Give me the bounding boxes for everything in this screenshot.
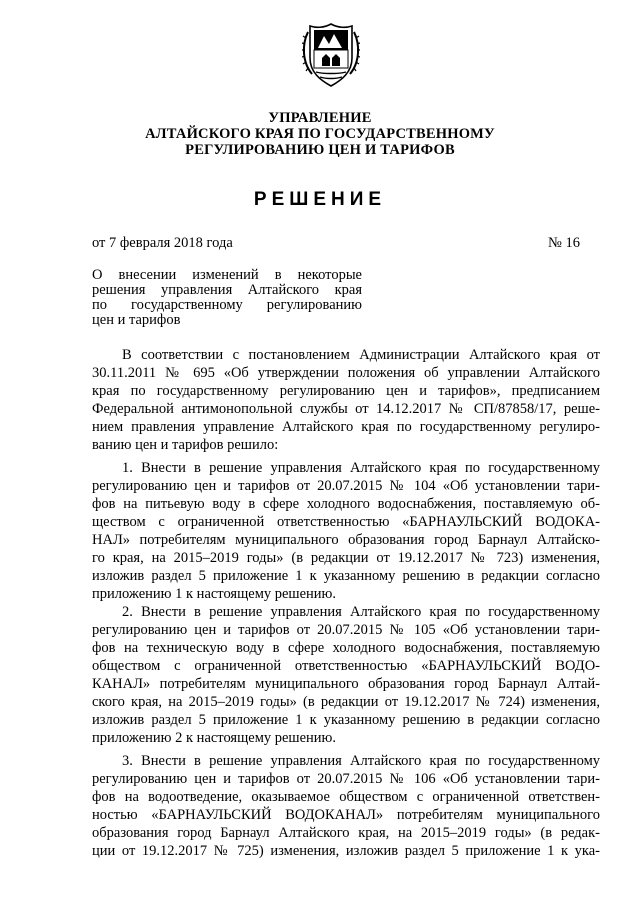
- subject-line: решения управления Алтайского края: [92, 282, 362, 298]
- item-1-line: го края, на 2015–2019 годы» (в редакции от 19.12.2017 № 723) изменения,: [92, 550, 600, 566]
- intro-line: нием правления управление Алтайского края по государственному регулиро-: [92, 419, 600, 435]
- item-2-line: КАНАЛ» потребителям муниципального образования город Барнаул Алтай-: [92, 676, 600, 692]
- item-3-line: фов на водоотведение, оказываемое обществом с ограниченной ответствен-: [92, 789, 600, 805]
- item-1-line: фов на питьевую воду в сфере холодного водоснабжения, поставляемую об-: [92, 496, 600, 512]
- decision-date: от 7 февраля 2018 года: [92, 235, 233, 251]
- item-1-line: изложив раздел 5 приложение 1 к указанному решению в редакции согласно: [92, 568, 600, 584]
- item-1-line: регулированию цен и тарифов от 20.07.2015 № 104 «Об установлении тари-: [92, 478, 600, 494]
- item-2-line: обществом с ограниченной ответственностью «БАРНАУЛЬСКИЙ ВОДО-: [92, 658, 600, 674]
- org-line-3: РЕГУЛИРОВАНИЮ ЦЕН И ТАРИФОВ: [185, 142, 455, 158]
- item-2-line: 2. Внести в решение управления Алтайского края по государственному: [122, 604, 600, 620]
- org-line-2: АЛТАЙСКОГО КРАЯ ПО ГОСУДАРСТВЕННОМУ: [145, 126, 495, 142]
- intro-line: края по государственному регулированию цен и тарифов», предписанием: [92, 383, 600, 399]
- document-title: РЕШЕНИЕ: [253, 189, 387, 210]
- intro-line: ванию цен и тарифов решило:: [92, 437, 279, 453]
- decision-body: [92, 346, 600, 860]
- organization-header: [0, 110, 640, 158]
- item-2-line: фов на техническую воду в сфере холодного водоснабжения, поставляемую: [92, 640, 600, 656]
- decision-number: № 16: [548, 235, 580, 251]
- item-2-line: изложив раздел 5 приложение 1 к указанному решению в редакции согласно: [92, 712, 600, 728]
- intro-line: В соответствии с постановлением Администрации Алтайского края от: [122, 347, 600, 363]
- item-3-line: ностью «БАРНАУЛЬСКИЙ ВОДОКАНАЛ» потребителям муниципального: [92, 807, 600, 823]
- item-1-line: приложению 1 к настоящему решению.: [92, 586, 337, 602]
- decision-subject: [92, 268, 362, 328]
- item-1-line: 1. Внести в решение управления Алтайского края по государственному: [122, 460, 600, 476]
- item-1-line: НАЛ» потребителям муниципального образования город Барнаул Алтайско-: [92, 532, 600, 548]
- subject-line: цен и тарифов: [92, 312, 181, 328]
- org-line-1: УПРАВЛЕНИЕ: [268, 110, 372, 126]
- item-1-line: ществом с ограниченной ответственностью «БАРНАУЛЬСКИЙ ВОДОКА-: [92, 514, 600, 530]
- item-3-line: ции от 19.12.2017 № 725) изменения, изложив раздел 5 приложение 1 к ука-: [92, 843, 600, 859]
- coat-of-arms-emblem: [302, 22, 360, 88]
- item-2-line: приложению 2 к настоящему решению.: [92, 730, 337, 746]
- item-2-line: ского края, на 2015–2019 годы» (в редакции от 19.12.2017 № 724) изменения,: [92, 694, 600, 710]
- subject-line: О внесении изменений в некоторые: [92, 267, 362, 283]
- item-3-line: 3. Внести в решение управления Алтайского края по государственному: [122, 753, 600, 769]
- intro-line: 30.11.2011 № 695 «Об утверждении положения об управлении Алтайского: [92, 365, 600, 381]
- intro-line: Федеральной антимонопольной службы от 14.12.2017 № СП/87858/17, реше-: [92, 401, 600, 417]
- item-2-line: регулированию цен и тарифов от 20.07.2015 № 105 «Об установлении тари-: [92, 622, 600, 638]
- item-3-line: регулированию цен и тарифов от 20.07.2015 № 106 «Об установлении тари-: [92, 771, 600, 787]
- item-3-line: образования город Барнаул Алтайского края, на 2015–2019 годы» (в редак-: [92, 825, 600, 841]
- subject-line: по государственному регулированию: [92, 297, 362, 313]
